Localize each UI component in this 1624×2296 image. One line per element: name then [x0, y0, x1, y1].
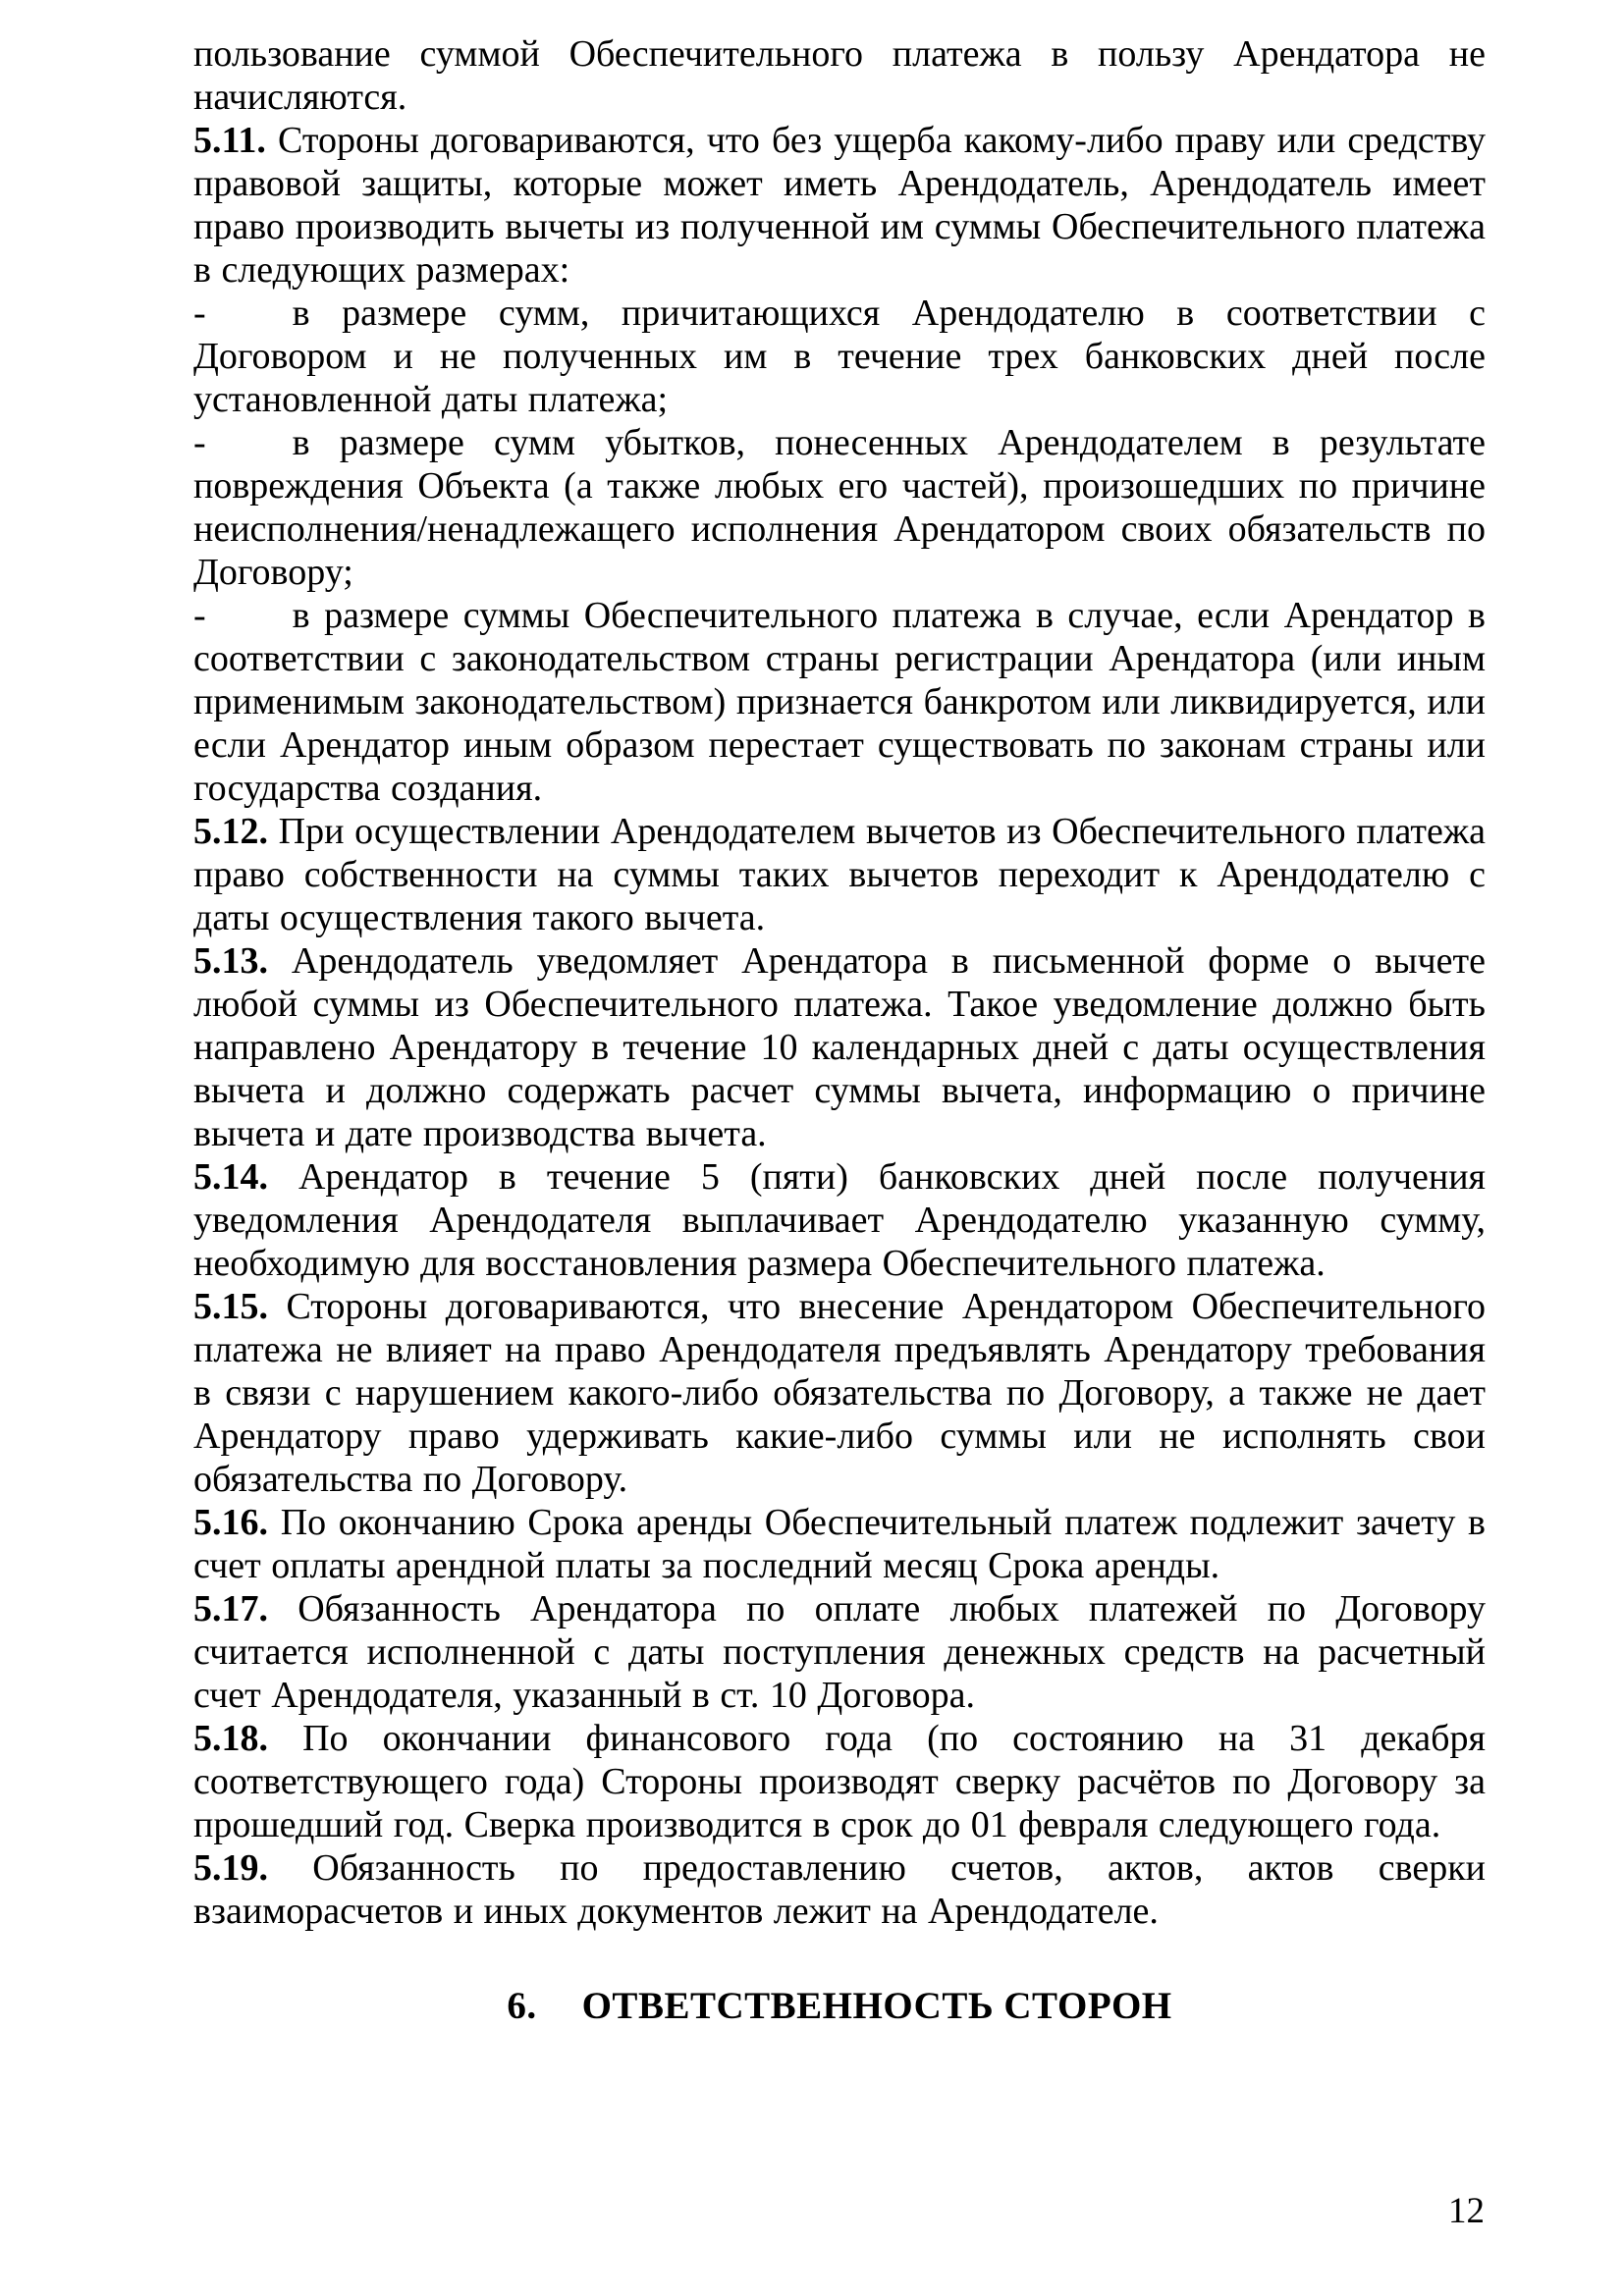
clause-5-12: [193, 810, 1486, 939]
clause-5-19: [193, 1846, 1486, 1933]
clause-5-16: [193, 1501, 1486, 1587]
clause-number: 5.18.: [193, 1718, 268, 1759]
bullet-text: в размере суммы Обеспечительного платежа в случае, если Арендатор в соответствии с законодательством страны регистрации Арендатора (или иным применимым законодательством) признается банкротом или ликвидируется, или если Арендатор иным образом перестает существовать по законам страны или государства создания.: [193, 595, 1486, 809]
bullet-item-3: [193, 594, 1486, 810]
clause-5-18: [193, 1717, 1486, 1846]
clause-text: По окончании финансового года (по состоянию на 31 декабря соответствующего года) Стороны производят сверку расчётов по Договору за прошедший год. Сверка производится в срок до 01 февраля следующего года.: [193, 1718, 1486, 1845]
bullet-dash: -: [193, 595, 206, 636]
bullet-text: в размере сумм убытков, понесенных Арендодателем в результате повреждения Объекта (а также любых его частей), произошедших по причине неисполнения/ненадлежащего исполнения Арендатором своих обязательств по Договору;: [193, 422, 1486, 593]
clause-5-14: [193, 1155, 1486, 1285]
clause-number: 5.15.: [193, 1286, 268, 1327]
clause-text: По окончанию Срока аренды Обеспечительный платеж подлежит зачету в счет оплаты арендной платы за последний месяц Срока аренды.: [193, 1502, 1487, 1586]
section-number: 6.: [507, 1985, 537, 2027]
clause-text: Обязанность по предоставлению счетов, актов, актов сверки взаиморасчетов и иных документов лежит на Арендодателе.: [193, 1847, 1486, 1932]
bullet-dash: -: [193, 422, 206, 463]
clause-number: 5.16.: [193, 1502, 268, 1543]
clause-text: Стороны договариваются, что внесение Арендатором Обеспечительного платежа не влияет на право Арендодателя предъявлять Арендатору требования в связи с нарушением какого-либо обязательства по Договору, а также не дает Арендатору право удерживать какие-либо суммы или не исполнять свои обязательства по Договору.: [193, 1286, 1486, 1500]
bullet-text: в размере сумм, причитающихся Арендодателю в соответствии с Договором и не полученных им в течение трех банковских дней после установленной даты платежа;: [193, 293, 1486, 420]
clause-number: 5.13.: [193, 940, 268, 982]
section-title: ОТВЕТСТВЕННОСТЬ СТОРОН: [581, 1985, 1172, 2027]
clause-number: 5.14.: [193, 1156, 268, 1198]
clause-number: 5.12.: [193, 811, 268, 852]
clause-text: Арендодатель уведомляет Арендатора в письменной форме о вычете любой суммы из Обеспечительного платежа. Такое уведомление должно быть направлено Арендатору в течение 10 календарных дней с даты осуществления вычета и должно содержать расчет суммы вычета, информацию о причине вычета и дате производства вычета.: [193, 940, 1486, 1154]
clause-text: Арендатор в течение 5 (пяти) банковских дней после получения уведомления Арендодателя выплачивает Арендодателю указанную сумму, необходимую для восстановления размера Обеспечительного платежа.: [193, 1156, 1487, 1284]
section-heading: [193, 1984, 1486, 2029]
clause-5-11: [193, 119, 1486, 292]
bullet-dash: -: [193, 293, 206, 334]
clause-continuation: [193, 32, 1486, 119]
clause-number: 5.11.: [193, 120, 266, 161]
clause-text: пользование суммой Обеспечительного платежа в пользу Арендатора не начисляются.: [193, 33, 1486, 118]
page-number: 12: [1448, 2191, 1485, 2231]
clause-5-15: [193, 1285, 1486, 1501]
clause-5-13: [193, 939, 1486, 1155]
bullet-item-2: [193, 421, 1486, 594]
clause-text: При осуществлении Арендодателем вычетов из Обеспечительного платежа право собственности на суммы таких вычетов переходит к Арендодателю с даты осуществления такого вычета.: [193, 811, 1487, 938]
clause-text: Стороны договариваются, что без ущерба какому-либо праву или средству правовой защиты, которые может иметь Арендодатель, Арендодатель имеет право производить вычеты из полученной им суммы Обеспечительного платежа в следующих размерах:: [193, 120, 1487, 291]
document-body: [193, 32, 1486, 2029]
clause-text: Обязанность Арендатора по оплате любых платежей по Договору считается исполненной с даты поступления денежных средств на расчетный счет Арендодателя, указанный в ст. 10 Договора.: [193, 1588, 1487, 1716]
clause-number: 5.17.: [193, 1588, 268, 1629]
clause-number: 5.19.: [193, 1847, 268, 1889]
bullet-item-1: [193, 292, 1486, 421]
clause-5-17: [193, 1587, 1486, 1717]
